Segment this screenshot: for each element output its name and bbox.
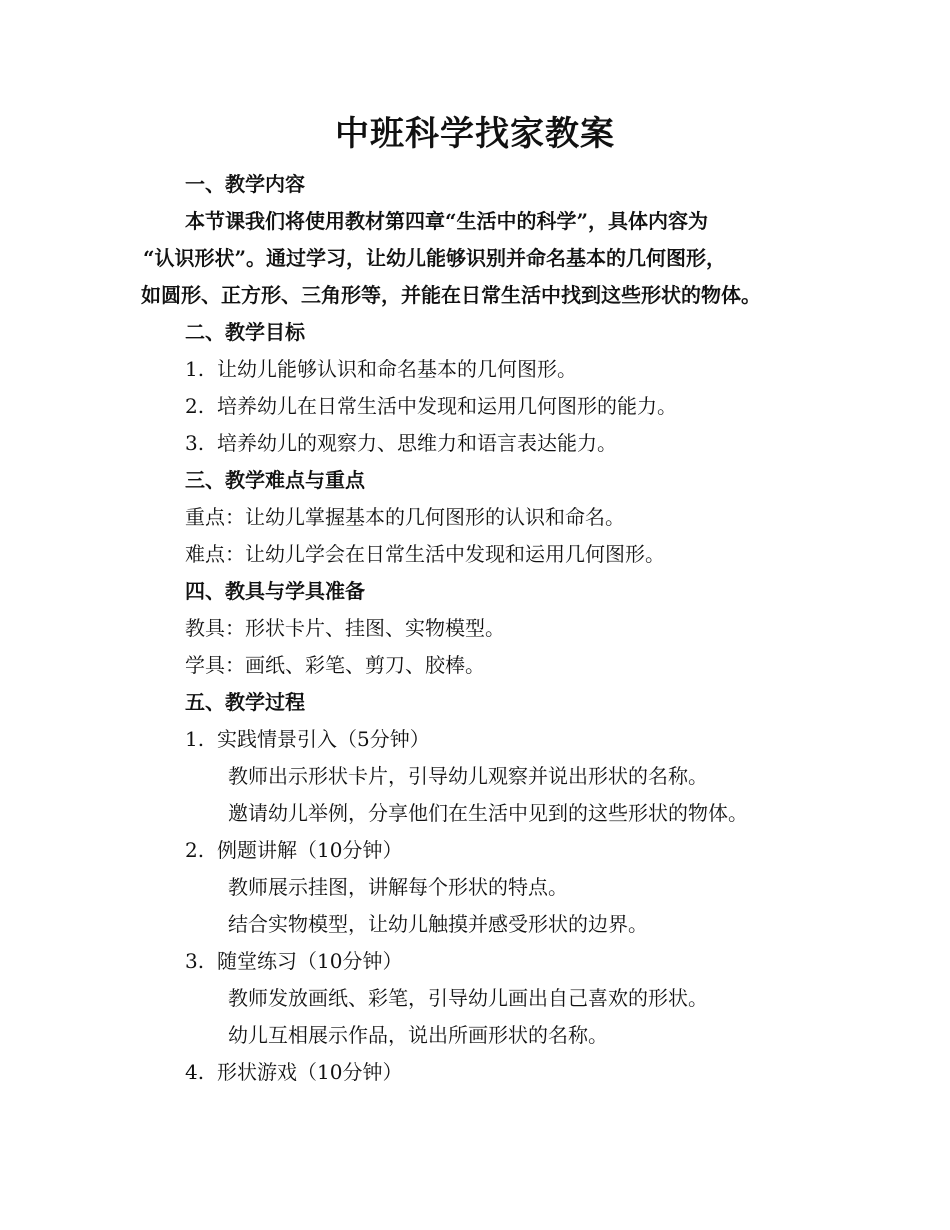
section-heading-objectives: 二、教学目标 — [185, 320, 305, 344]
objective-item — [185, 355, 577, 383]
step-title-text: 例题讲解（10分钟） — [217, 838, 403, 862]
objective-item — [185, 429, 617, 457]
content-paragraph-line-2: “认识形状”。通过学习，让幼儿能够识别并命名基本的几何图形， — [143, 246, 727, 270]
learning-aids-line: 学具：画纸、彩笔、剪刀、胶棒。 — [185, 653, 485, 677]
section-heading-materials: 四、教具与学具准备 — [185, 579, 365, 603]
teaching-aids-line: 教具：形状卡片、挂图、实物模型。 — [185, 616, 505, 640]
key-point-line: 重点：让幼儿掌握基本的几何图形的认识和命名。 — [185, 505, 625, 529]
objective-item — [185, 392, 677, 420]
process-step-detail: 教师出示形状卡片，引导幼儿观察并说出形状的名称。 — [228, 764, 708, 788]
step-title-text: 随堂练习（10分钟） — [217, 949, 403, 973]
process-step-title — [185, 1058, 402, 1086]
process-step-detail: 幼儿互相展示作品，说出所画形状的名称。 — [228, 1023, 608, 1047]
section-heading-process: 五、教学过程 — [185, 690, 305, 714]
process-step-title — [185, 725, 430, 753]
objective-text: 让幼儿能够认识和命名基本的几何图形。 — [217, 357, 577, 381]
process-step-detail: 教师展示挂图，讲解每个形状的特点。 — [228, 875, 568, 899]
list-number: 2. — [185, 838, 205, 862]
list-number: 3. — [185, 949, 205, 973]
list-number: 4. — [185, 1060, 205, 1084]
content-paragraph-line-3: 如圆形、正方形、三角形等，并能在日常生活中找到这些形状的物体。 — [141, 283, 761, 307]
difficult-point-line: 难点：让幼儿学会在日常生活中发现和运用几何图形。 — [185, 542, 665, 566]
section-heading-key-points: 三、教学难点与重点 — [185, 468, 365, 492]
objective-text: 培养幼儿在日常生活中发现和运用几何图形的能力。 — [217, 394, 677, 418]
process-step-detail: 结合实物模型，让幼儿触摸并感受形状的边界。 — [228, 912, 648, 936]
section-heading-content: 一、教学内容 — [185, 172, 305, 196]
step-title-text: 形状游戏（10分钟） — [217, 1060, 403, 1084]
list-number: 1. — [185, 357, 205, 381]
list-number: 2. — [185, 394, 205, 418]
objective-text: 培养幼儿的观察力、思维力和语言表达能力。 — [217, 431, 617, 455]
process-step-title — [185, 836, 402, 864]
list-number: 3. — [185, 431, 205, 455]
process-step-detail: 邀请幼儿举例，分享他们在生活中见到的这些形状的物体。 — [228, 801, 748, 825]
step-title-text: 实践情景引入（5分钟） — [217, 727, 430, 751]
list-number: 1. — [185, 727, 205, 751]
content-paragraph-line-1: 本节课我们将使用教材第四章“生活中的科学”，具体内容为 — [185, 209, 709, 233]
process-step-detail: 教师发放画纸、彩笔，引导幼儿画出自己喜欢的形状。 — [228, 986, 708, 1010]
process-step-title — [185, 947, 402, 975]
document-title: 中班科学找家教案 — [335, 114, 615, 154]
